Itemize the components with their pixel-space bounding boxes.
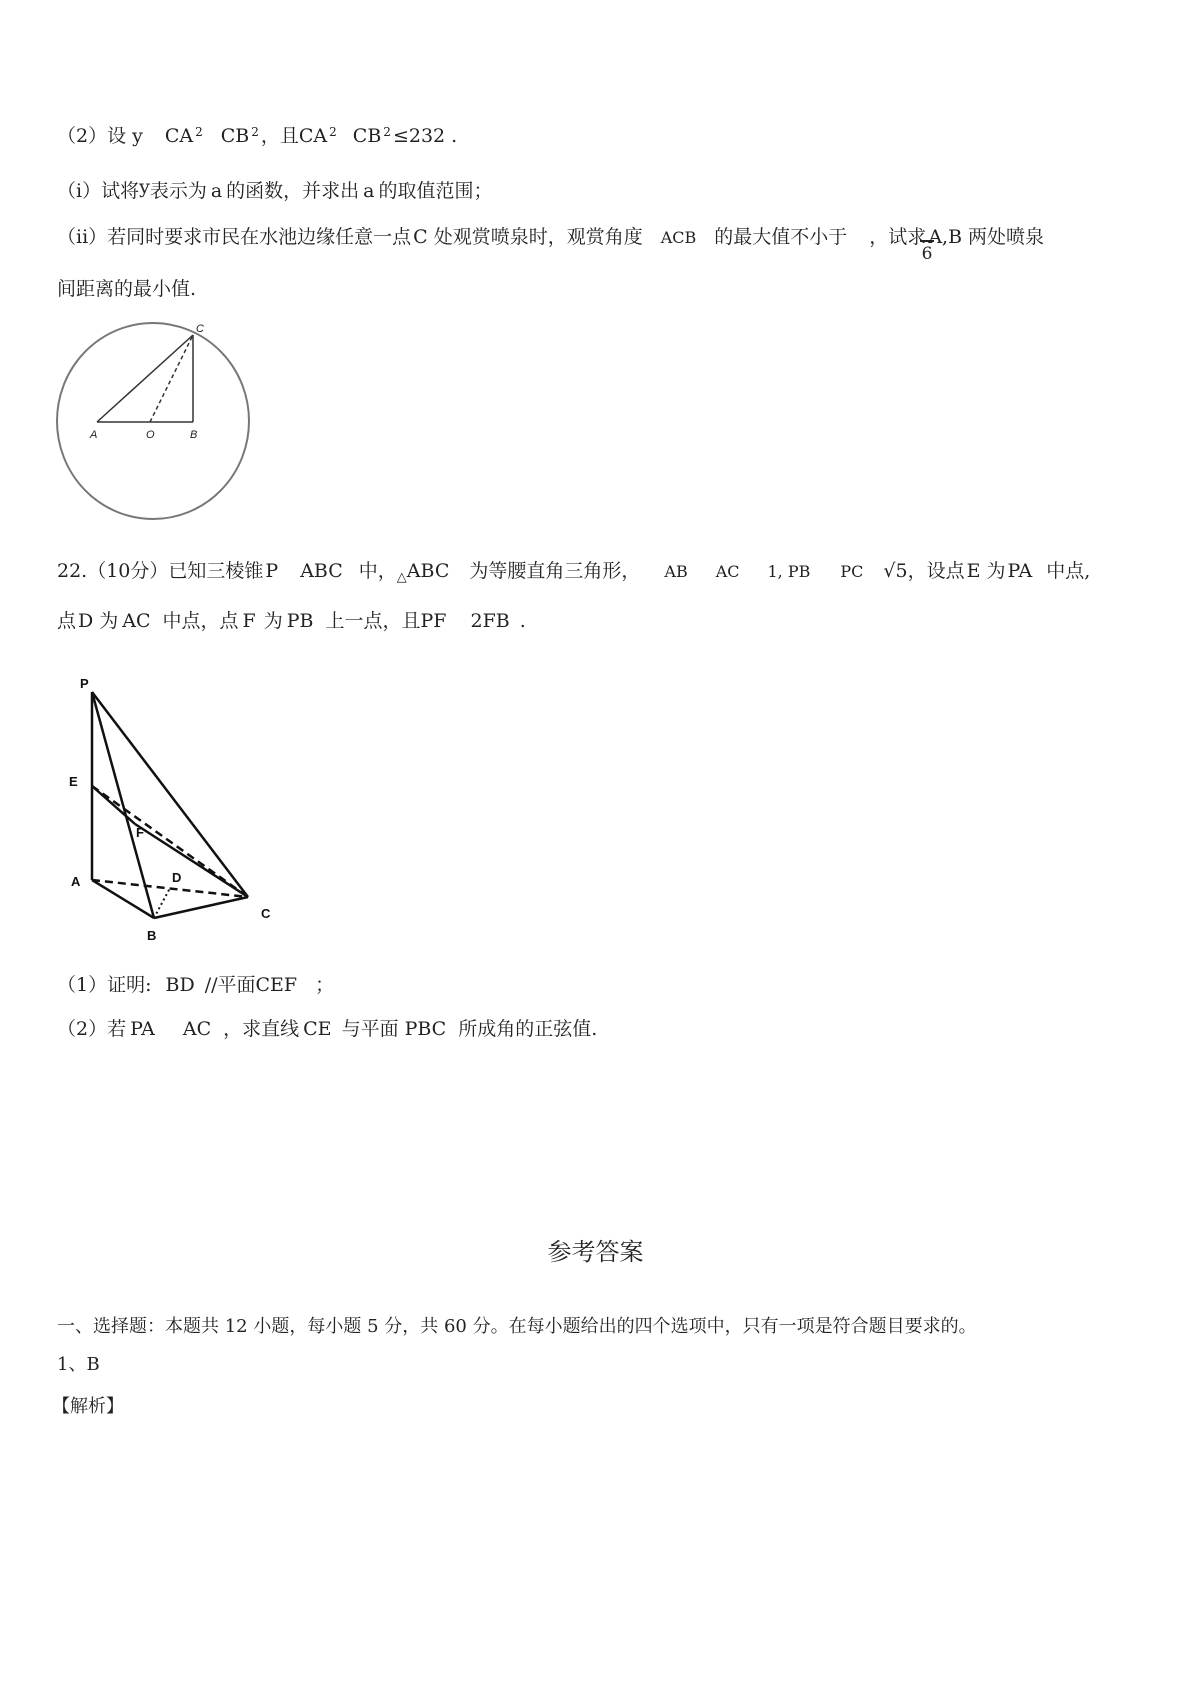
answers-heading: 参考答案 — [547, 1238, 644, 1266]
pi-over-6-fraction: 6 — [920, 240, 934, 264]
label-a: A — [90, 429, 98, 441]
q21-part2-line: （2）设 y CA $^2$ CB $^2$ ，且CA $^2$ CB $^2$ ≤232 . — [57, 125, 458, 147]
label-p: P — [80, 676, 89, 691]
q22-part1-line: （1）证明: BD //平面CEF ； — [57, 974, 335, 996]
pool-circle — [57, 323, 249, 519]
label-c: C — [196, 323, 204, 335]
label-b: B — [190, 429, 198, 441]
q21-sub-ii-line2: 间距离的最小值. — [57, 278, 197, 300]
answers-item1: 1、B — [57, 1354, 100, 1375]
edge-bc — [154, 897, 248, 918]
label-e: E — [69, 774, 78, 789]
q22-part2-line: （2）若 PA AC ，求直线 CE 与平面 PBC 所成角的正弦值. — [57, 1018, 598, 1040]
edge-pc — [92, 692, 248, 897]
answers-section1: 一、选择题：本题共 12 小题，每小题 5 分，共 60 分。在每小题给出的四个选项中，只有一项是符合题目要求的。 — [57, 1316, 977, 1337]
label-b: B — [147, 928, 157, 943]
fountain-circle-figure — [50, 318, 270, 528]
answers-analysis-label: 【解析】 — [52, 1396, 124, 1417]
q22-line2: 点 D 为 AC 中点，点 F 为 PB 上一点，且PF 2FB . — [57, 610, 526, 632]
segment-ef — [92, 786, 135, 824]
segment-ac — [97, 335, 193, 422]
label-a: A — [71, 874, 81, 889]
segment-bd-dotted — [154, 888, 170, 918]
label-f: F — [136, 825, 144, 840]
q21-sub-ii-line: （ii）若同时要求市民在水池边缘任意一点 C 处观赏喷泉时，观赏角度 ACB 的最大值不小于 ，试求 A,B 两处喷泉 — [57, 226, 1045, 248]
label-c: C — [261, 906, 271, 921]
segment-ec-dashed — [92, 786, 248, 897]
label-o: O — [146, 429, 155, 441]
segment-oc-dashed — [150, 335, 193, 422]
label-d: D — [172, 870, 182, 885]
q21-sub-i-line: （i）试将y表示为 a 的函数，并求出 a 的取值范围； — [57, 176, 493, 202]
q22-line1: 22.（10分）已知三棱锥 P ABC 中，$_\triangle$ABC 为等腰直角三角形， AB AC 1, PB PC √5，设点 E 为 PA 中点, — [57, 560, 1091, 585]
pyramid-figure — [62, 672, 292, 962]
